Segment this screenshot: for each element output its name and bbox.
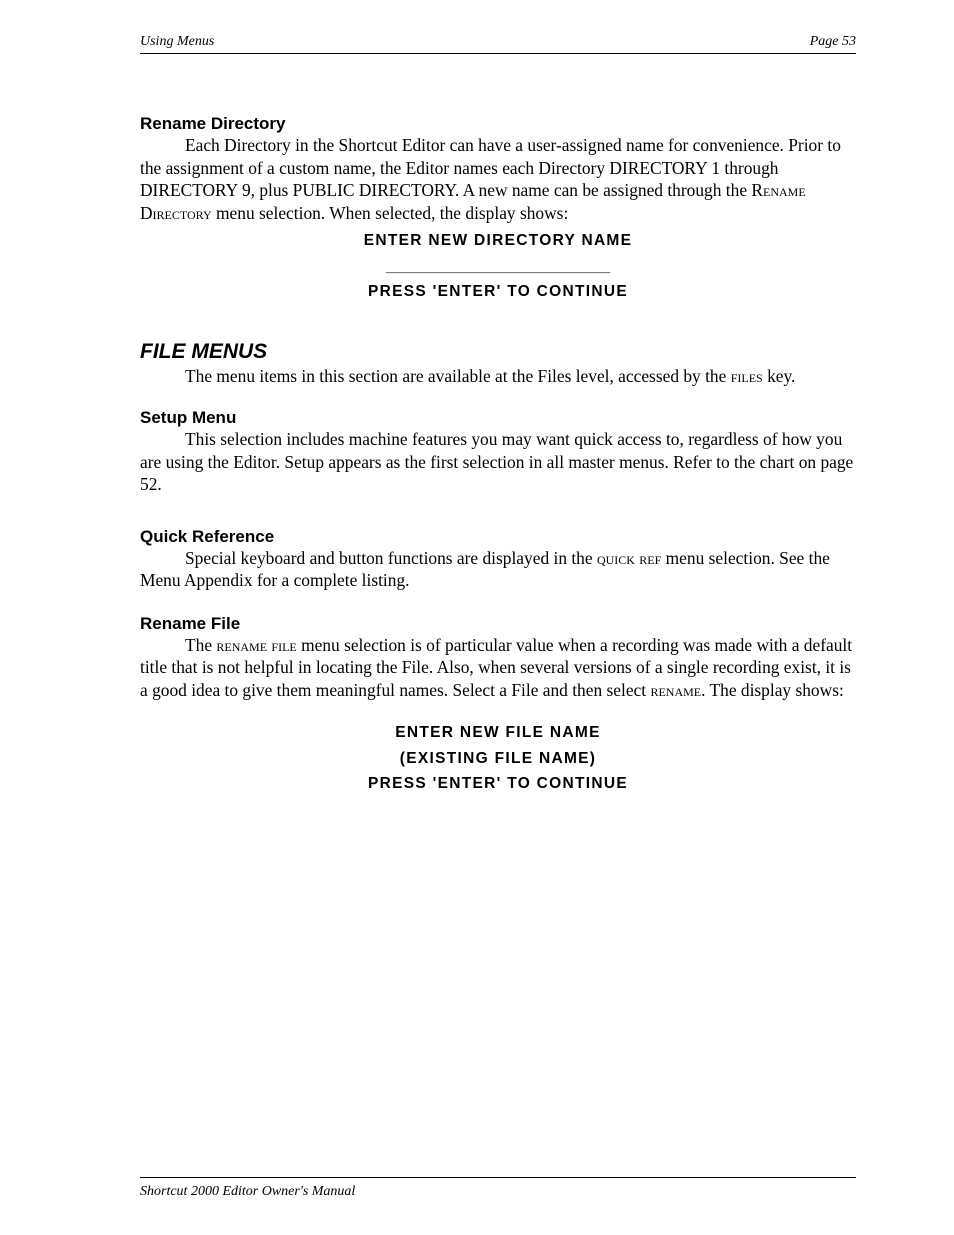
header-page-number: Page 53 — [809, 34, 856, 49]
header-section-title: Using Menus — [140, 34, 215, 49]
menu-term: quick ref — [596, 547, 662, 568]
display-line: PRESS 'ENTER' TO CONTINUE — [367, 775, 629, 792]
rename-directory-heading: Rename Directory — [140, 114, 286, 133]
menu-term: rename — [650, 679, 702, 700]
setup-menu-heading: Setup Menu — [140, 408, 237, 427]
page-header — [140, 34, 856, 54]
file-display-block — [140, 720, 856, 797]
page-footer — [140, 1177, 856, 1200]
directory-display-block — [140, 228, 856, 305]
quick-reference-paragraph: Special keyboard and button functions are displayed in the quick ref menu selection. See the Menu Appendix for a complete listing. — [140, 547, 830, 590]
menu-term: files — [730, 365, 763, 386]
menu-term: Rename Directory — [140, 180, 806, 223]
rename-file-section — [140, 613, 856, 797]
quick-reference-section — [140, 526, 856, 592]
setup-menu-paragraph: This selection includes machine features you may want quick access to, regardless of how you are using the Editor. Setup appears as the first selection in all master menus. Refer to the chart on page 52. — [140, 429, 854, 494]
setup-menu-section — [140, 407, 856, 496]
file-menus-heading: FILE MENUS — [140, 339, 268, 363]
display-line: PRESS 'ENTER' TO CONTINUE — [367, 283, 629, 300]
menu-term: rename file — [216, 634, 297, 655]
rename-file-heading: Rename File — [140, 613, 241, 633]
rename-directory-paragraph: Each Directory in the Shortcut Editor can have a user-assigned name for convenience. Prior to the assignment of a custom name, the Editor names each Directory DIRECTORY 1 through DIRECTORY 9, plus PUBLIC DIRECTORY. A new name can be assigned through the Rename Directory menu selection. When selected, the display shows: — [140, 135, 841, 223]
file-menus-paragraph: The menu items in this section are available at the Files level, accessed by the files key. — [185, 365, 796, 386]
display-line: ENTER NEW DIRECTORY NAME — [363, 232, 633, 249]
display-blank-line: __________________________ — [385, 257, 611, 275]
rename-directory-section — [140, 113, 856, 305]
rename-file-paragraph: The rename file menu selection is of particular value when a recording was made with a default title that is not helpful in locating the File. Also, when several versions of a single recording exist, it is a good idea to give them meaningful names. Select a File and then select rename. The display shows: — [140, 634, 853, 700]
page-content — [140, 113, 856, 797]
display-line: (EXISTING FILE NAME) — [399, 749, 597, 767]
file-menus-section — [140, 339, 856, 388]
footer-manual-title: Shortcut 2000 Editor Owner's Manual — [140, 1184, 356, 1199]
quick-reference-heading: Quick Reference — [140, 526, 275, 546]
display-line: ENTER NEW FILE NAME — [395, 724, 601, 741]
